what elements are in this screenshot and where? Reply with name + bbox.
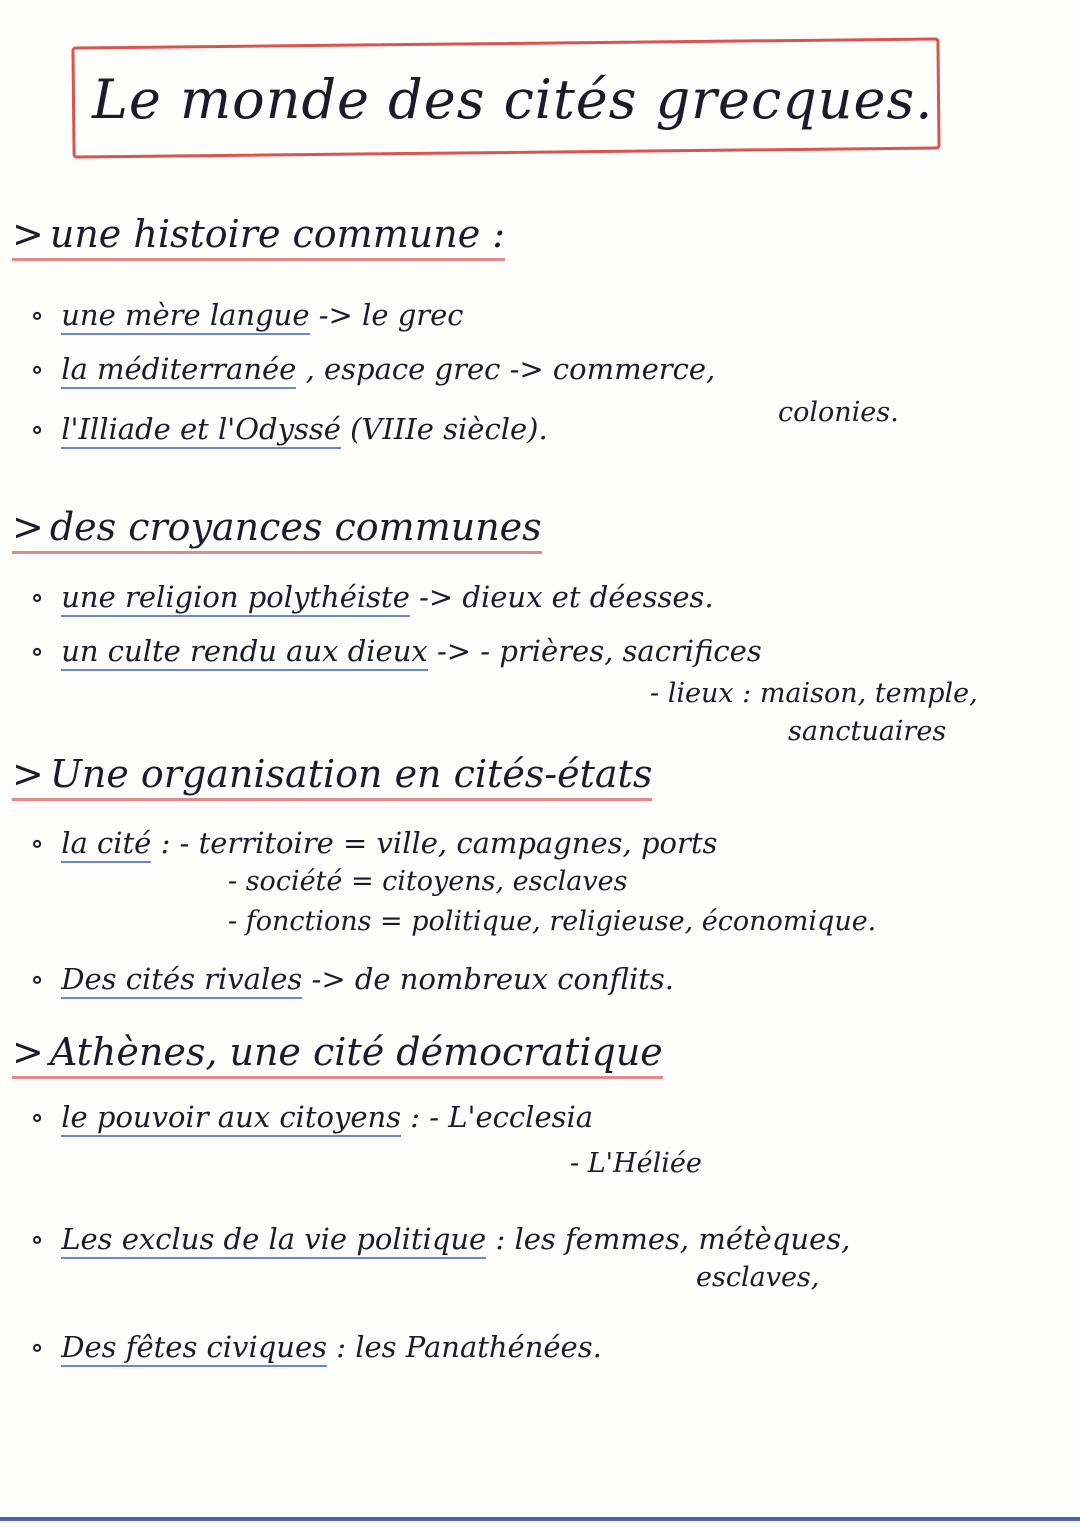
list-item: ∘ Des cités rivales -> de nombreux conflits. [30, 962, 674, 996]
list-item: ∘ la cité : - territoire = ville, campagnes, ports [30, 826, 717, 860]
section-heading-histoire: > une histoire commune : [12, 212, 505, 261]
list-item: ∘ le pouvoir aux citoyens : - L'ecclesia [30, 1100, 593, 1134]
list-item: ∘ une mère langue -> le grec [30, 298, 464, 332]
sub-item: - fonctions = politique, religieuse, économique. [228, 906, 877, 937]
sub-item: - L'Héliée [570, 1148, 702, 1179]
bullet-icon: ∘ [30, 826, 45, 860]
bullet-icon: ∘ [30, 298, 45, 332]
list-item: ∘ l'Illiade et l'Odyssé (VIIIe siècle). [30, 412, 548, 446]
continuation-text: colonies. [778, 397, 899, 428]
bullet-icon: ∘ [30, 580, 45, 614]
sub-item: esclaves, [696, 1262, 820, 1293]
bullet-icon: ∘ [30, 1100, 45, 1134]
section-heading-organisation: > Une organisation en cités-états [12, 752, 652, 801]
bullet-icon: ∘ [30, 352, 45, 386]
bullet-icon: ∘ [30, 1330, 45, 1364]
list-item: ∘ Des fêtes civiques : les Panathénées. [30, 1330, 602, 1364]
sub-item: sanctuaires [788, 716, 947, 747]
bullet-icon: ∘ [30, 634, 45, 668]
bullet-icon: ∘ [30, 412, 45, 446]
sub-item: - lieux : maison, temple, [650, 678, 978, 709]
list-item: ∘ une religion polythéiste -> dieux et déesses. [30, 580, 714, 614]
bullet-icon: ∘ [30, 962, 45, 996]
bullet-icon: ∘ [30, 1222, 45, 1256]
list-item: ∘ la méditerranée , espace grec -> commerce, [30, 352, 715, 386]
section-heading-athenes: > Athènes, une cité démocratique [12, 1030, 663, 1079]
list-item: ∘ un culte rendu aux dieux -> - prières, sacrifices [30, 634, 762, 668]
page-title: Le monde des cités grecques. [92, 68, 934, 131]
section-heading-croyances: > des croyances communes [12, 505, 542, 554]
page-bottom-rule [0, 1517, 1080, 1521]
sub-item: - société = citoyens, esclaves [228, 866, 628, 897]
list-item: ∘ Les exclus de la vie politique : les femmes, métèques, [30, 1222, 850, 1256]
